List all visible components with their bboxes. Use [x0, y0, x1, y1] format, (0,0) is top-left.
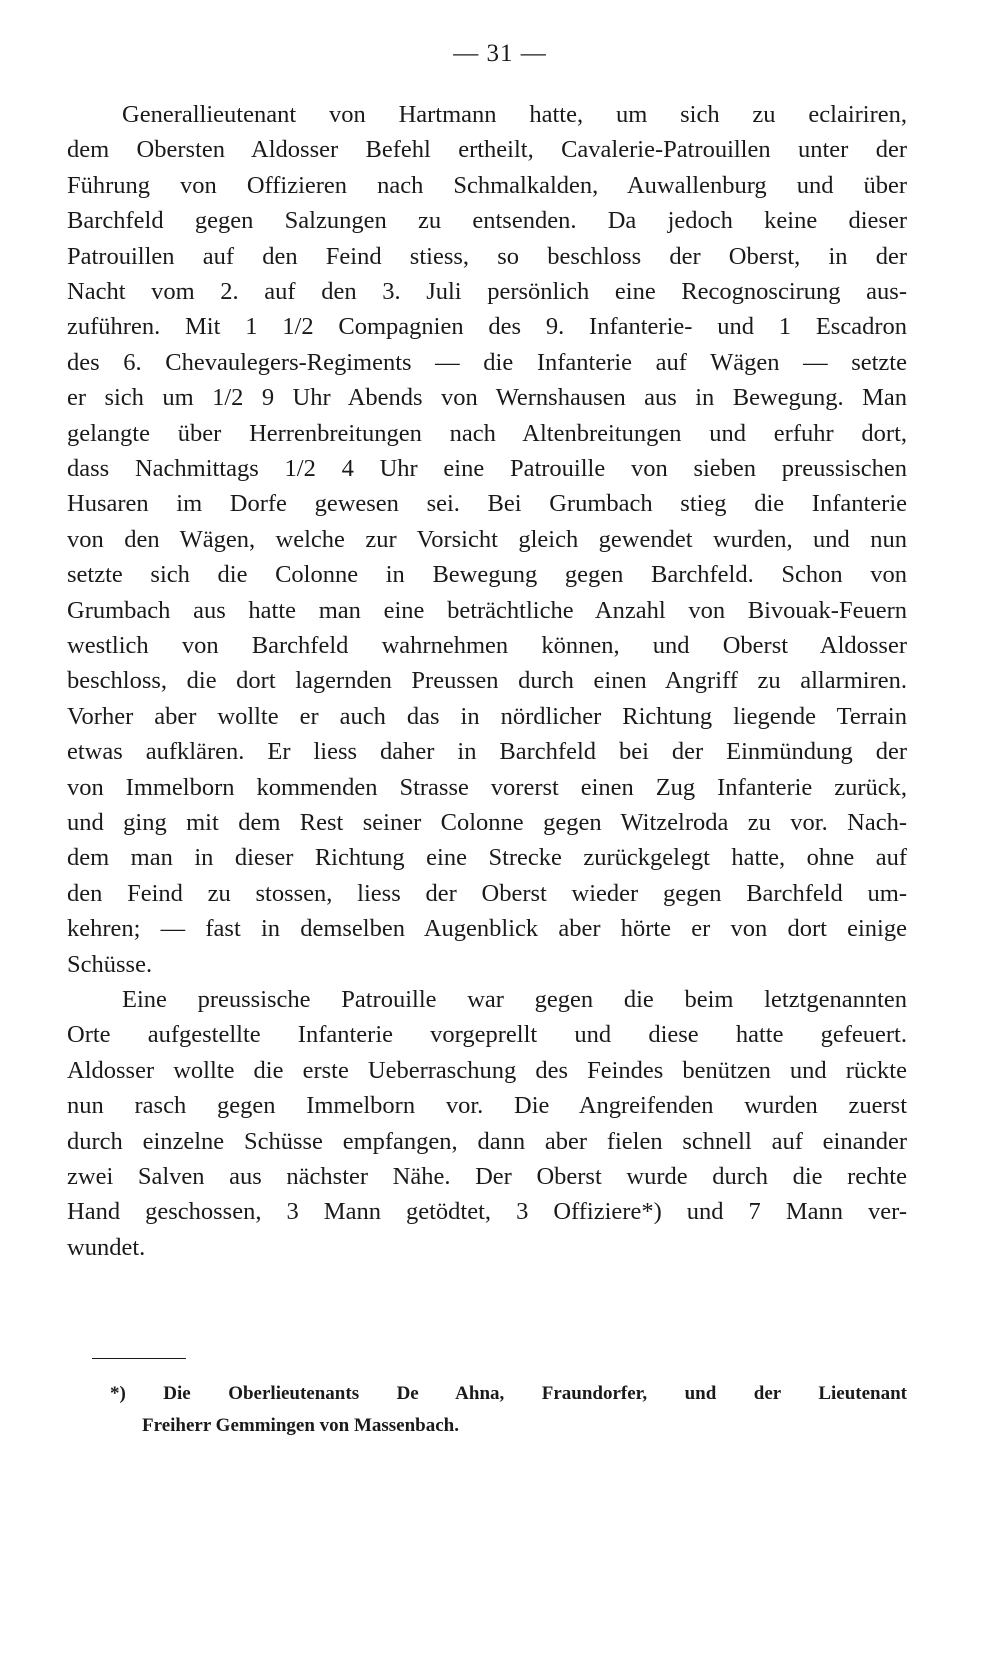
text-line: Schüsse. — [67, 950, 153, 978]
text-line: des 6. Chevaulegers-Regiments — die Infanterie auf Wägen — setzte — [67, 348, 907, 376]
text-line: durch einzelne Schüsse empfangen, dann aber fielen schnell auf einander — [67, 1127, 907, 1155]
footnote-line-2: Freiherr Gemmingen von Massenbach. — [142, 1415, 459, 1436]
text-line: wundet. — [67, 1233, 146, 1261]
text-line: Barchfeld gegen Salzungen zu entsenden. Da jedoch keine dieser — [67, 207, 907, 235]
text-line: kehren; — fast in demselben Augenblick aber hörte er von dort einige — [67, 915, 907, 943]
text-line: zuführen. Mit 1 1/2 Compagnien des 9. Infanterie- und 1 Escadron — [67, 313, 907, 341]
text-line: von Immelborn kommenden Strasse vorerst einen Zug Infanterie zurück, — [67, 773, 907, 801]
text-line: beschloss, die dort lagernden Preussen durch einen Angriff zu allarmiren. — [67, 667, 907, 695]
text-line: Orte aufgestellte Infanterie vorgeprellt und diese hatte gefeuert. — [67, 1021, 907, 1049]
text-line: Husaren im Dorfe gewesen sei. Bei Grumbach stieg die Infanterie — [67, 490, 907, 518]
text-line: Generallieutenant von Hartmann hatte, um sich zu eclairiren, — [122, 101, 907, 128]
page-number: — 31 — — [453, 40, 547, 67]
text-line: Vorher aber wollte er auch das in nördlicher Richtung liegende Terrain — [67, 702, 907, 730]
text-line: Führung von Offizieren nach Schmalkalden, Auwallenburg und über — [67, 171, 907, 199]
text-line: westlich von Barchfeld wahrnehmen können, und Oberst Aldosser — [67, 632, 907, 659]
footnote-divider — [92, 1358, 186, 1359]
footnote-line-1: *) Die Oberlieutenants De Ahna, Fraundorfer, und der Lieutenant — [110, 1383, 907, 1404]
text-line: etwas aufklären. Er liess daher in Barchfeld bei der Einmündung der — [67, 738, 907, 766]
text-line: und ging mit dem Rest seiner Colonne gegen Witzelroda zu vor. Nach- — [67, 809, 907, 836]
text-line: dem man in dieser Richtung eine Strecke zurückgelegt hatte, ohne auf — [67, 844, 907, 872]
text-line: dass Nachmittags 1/2 4 Uhr eine Patrouille von sieben preussischen — [67, 455, 907, 482]
text-line: dem Obersten Aldosser Befehl ertheilt, Cavalerie-Patrouillen unter der — [67, 136, 907, 164]
text-line: Eine preussische Patrouille war gegen die beim letztgenannten — [122, 986, 907, 1013]
text-line: Nacht vom 2. auf den 3. Juli persönlich eine Recognoscirung aus- — [67, 278, 907, 305]
text-line: den Feind zu stossen, liess der Oberst wieder gegen Barchfeld um- — [67, 879, 907, 907]
text-line: setzte sich die Colonne in Bewegung gegen Barchfeld. Schon von — [67, 561, 907, 589]
text-line: Hand geschossen, 3 Mann getödtet, 3 Offiziere*) und 7 Mann ver- — [67, 1198, 907, 1226]
text-line: Patrouillen auf den Feind stiess, so beschloss der Oberst, in der — [67, 242, 907, 270]
text-line: gelangte über Herrenbreitungen nach Altenbreitungen und erfuhr dort, — [67, 419, 907, 447]
text-line: Aldosser wollte die erste Ueberraschung des Feindes benützen und rückte — [67, 1056, 907, 1084]
text-line: Grumbach aus hatte man eine beträchtliche Anzahl von Bivouak-Feuern — [67, 596, 907, 624]
text-line: zwei Salven aus nächster Nähe. Der Oberst wurde durch die rechte — [67, 1163, 907, 1190]
text-line: er sich um 1/2 9 Uhr Abends von Wernshausen aus in Bewegung. Man — [67, 384, 907, 412]
text-line: nun rasch gegen Immelborn vor. Die Angreifenden wurden zuerst — [67, 1092, 907, 1120]
text-line: von den Wägen, welche zur Vorsicht gleich gewendet wurden, und nun — [67, 525, 907, 553]
